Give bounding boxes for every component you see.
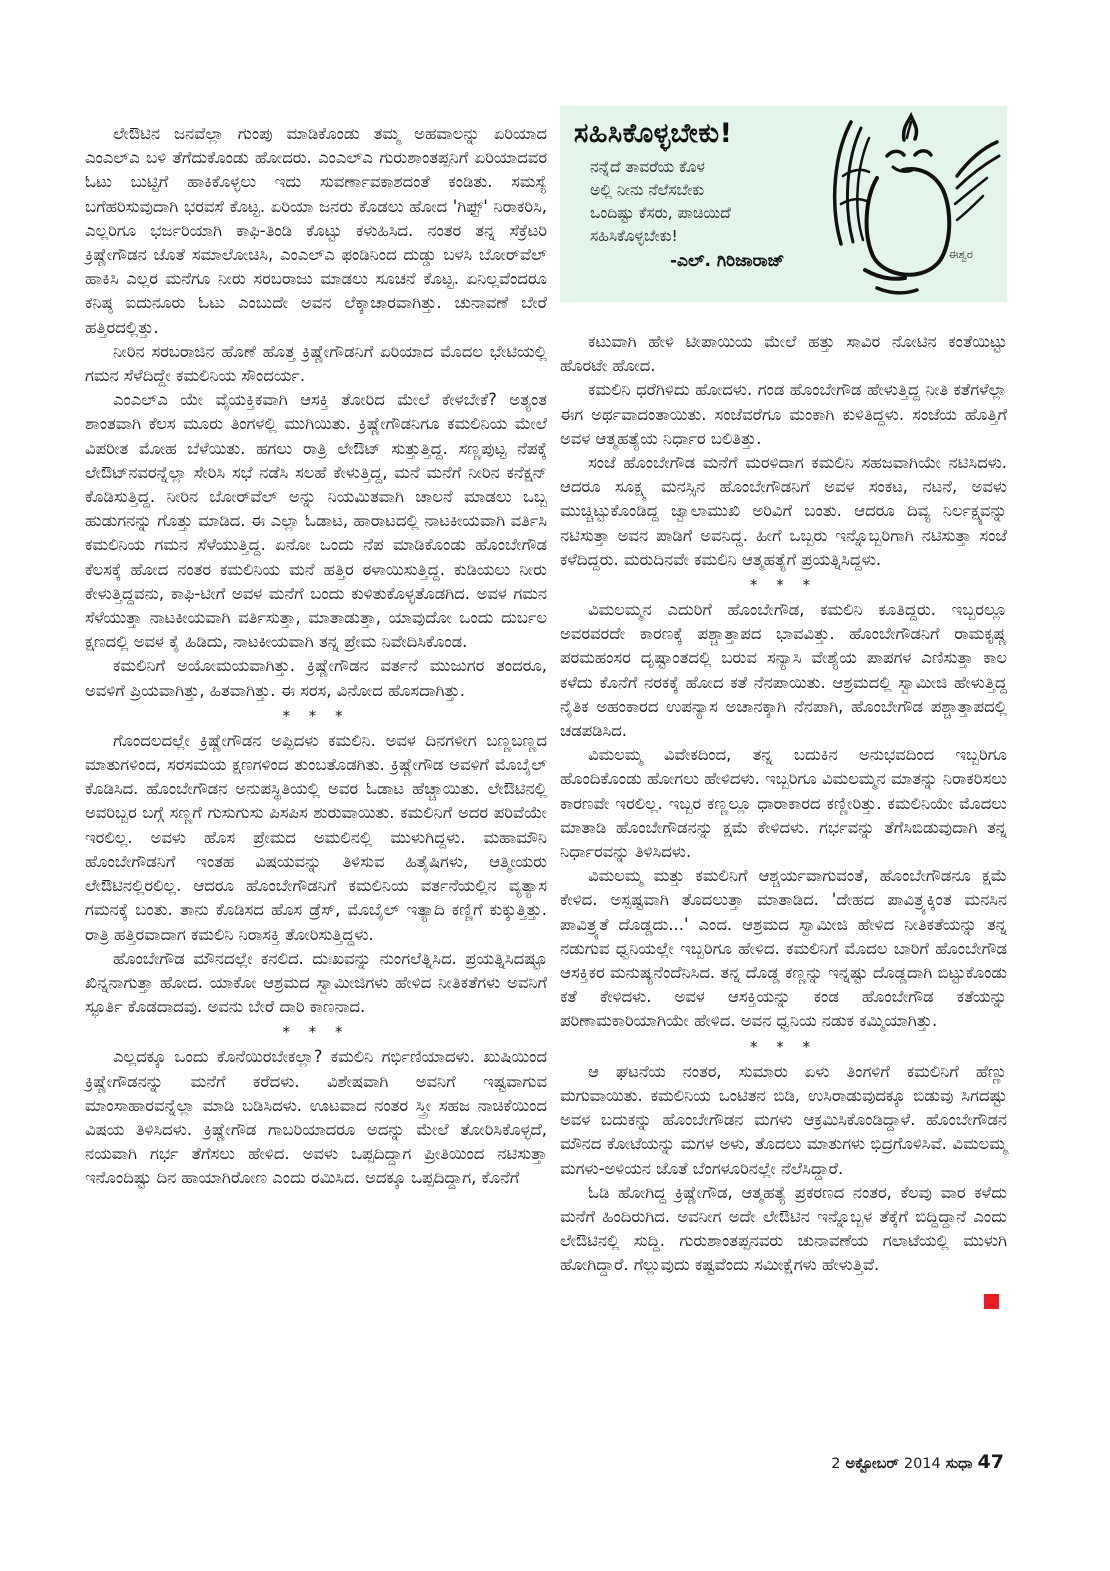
story-paragraph: ಕಟುವಾಗಿ ಹೇಳಿ ಟೀಪಾಯಿಯ ಮೇಲೆ ಹತ್ತು ಸಾವಿರ ನೋಟಿನ ಕಂತೆಯಿಟ್ಟು ಹೊರಟೇ ಹೋದ.: [560, 332, 1007, 376]
story-paragraph: ವಿಮಲಮ್ಮ ವಿವೇಕದಿಂದ, ತನ್ನ ಬದುಕಿನ ಅನುಭವದಿಂದ ಇಬ್ಬರಿಗೂ ಹೊಂದಿಕೊಂಡು ಹೋಗಲು ಹೇಳಿದಳು. ಇಬ್ಬರಿಗೂ ವಿಮಲಮ್ಮನ ಮಾತನ್ನು ನಿರಾಕರಿಸಲು ಕಾರಣವೇ ಇರಲಿಲ್ಲ. ಇಬ್ಬರ ಕಣ್ಣಲ್ಲೂ ಧಾರಾಕಾರದ ಕಣ್ಣೀರಿತ್ತು. ಕಮಲಿನಿಯೇ ಮೊದಲು ಮಾತಾಡಿ ಹೊಂಬೇಗೌಡನನ್ನು ಕ್ಷಮೆ ಕೇಳಿದಳು. ಗರ್ಭವನ್ನು ತೆಗೆಸಿಬಿಡುವುದಾಗಿ ತನ್ನ ನಿರ್ಧಾರವನ್ನು ತಿಳಿಸಿದಳು.: [560, 745, 1007, 862]
story-paragraph: ಕಮಲಿನಿ ಧರೆಗಿಳಿದು ಹೋದಳು. ಗಂಡ ಹೊಂಬೇಗೌಡ ಹೇಳುತ್ತಿದ್ದ ನೀತಿ ಕತೆಗಳೆಲ್ಲಾ ಈಗ ಅರ್ಥವಾದಂತಾಯಿತು. ಸಂಜೆವರೆಗೂ ಮಂಕಾಗಿ ಕುಳಿತಿದ್ದಳು. ಸಂಜೆಯ ಹೊತ್ತಿಗೆ ಅವಳ ಆತ್ಮಹತ್ಯೆಯ ನಿರ್ಧಾರ ಬಲಿತಿತ್ತು.: [560, 380, 1007, 448]
section-separator: * * *: [749, 576, 818, 595]
poem-line: ನನ್ನೆದೆ ತಾವರೆಯ ಕೊಳ: [590, 158, 705, 176]
story-paragraph: ಕಮಲಿನಿಗೆ ಅಯೋಮಯವಾಗಿತ್ತು. ಕ್ರಿಷ್ಣೇಗೌಡನ ವರ್ತನೆ ಮುಜುಗರ ತಂದರೂ, ಅವಳಿಗೆ ಪ್ರಿಯವಾಗಿತ್ತು, ಹಿತವಾಗಿತ್ತು. ಈ ಸರಸ, ವಿನೋದ ಹೊಸದಾಗಿತ್ತು.: [85, 656, 547, 700]
story-paragraph: ವಿಮಲಮ್ಮನ ಎದುರಿಗೆ ಹೊಂಬೇಗೌಡ, ಕಮಲಿನಿ ಕೂತಿದ್ದರು. ಇಬ್ಬರಲ್ಲೂ ಅವರವರದೇ ಕಾರಣಕ್ಕೆ ಪಶ್ಚಾತ್ತಾಪದ ಭಾವವಿತ್ತು. ಹೊಂಬೇಗೌಡನಿಗೆ ರಾಮಕೃಷ್ಣ ಪರಮಹಂಸರ ದೃಷ್ಟಾಂತದಲ್ಲಿ ಬರುವ ಸನ್ಯಾಸಿ ವೇಶ್ಯೆಯ ಪಾಪಗಳ ಎಣಿಸುತ್ತಾ ಕಾಲ ಕಳೆದು ಕೊನೆಗೆ ನರಕಕ್ಕೆ ಹೋದ ಕತೆ ನೆನಪಾಯಿತು. ಆಶ್ರಮದಲ್ಲಿ ಸ್ವಾಮೀಜಿ ಹೇಳುತ್ತಿದ್ದ ನೈತಿಕ ಅಹಂಕಾರದ ಉಪನ್ಯಾಸ ಅಚಾನಕ್ಕಾಗಿ ನೆನಪಾಗಿ, ಹೊಂಬೇಗೌಡ ಪಶ್ಚಾತ್ತಾಪದಲ್ಲಿ ಚಡಪಡಿಸಿದ.: [560, 600, 1007, 741]
story-paragraph: ಲೇಔಟಿನ ಜನವೆಲ್ಲಾ ಗುಂಪು ಮಾಡಿಕೊಂಡು ತಮ್ಮ ಅಹವಾಲನ್ನು ಏರಿಯಾದ ಎಂಎಲ್‌ಎ ಬಳಿ ತೆಗೆದುಕೊಂಡು ಹೋದರು. ಎಂಎಲ್‌ಎ ಗುರುಶಾಂತಪ್ಪನಿಗೆ ಏರಿಯಾದವರ ಓಟು ಬುಟ್ಟಿಗೆ ಹಾಕಿಕೊಳ್ಳಲು ಇದು ಸುವರ್ಣಾವಕಾಶದಂತೆ ಕಂಡಿತು. ಸಮಸ್ಯೆ ಬಗೆಹರಿಸುವುದಾಗಿ ಭರವಸೆ ಕೊಟ್ಟ. ಏರಿಯಾ ಜನರು ಕೊಡಲು ಹೋದ 'ಗಿಫ್ಟ್' ನಿರಾಕರಿಸಿ, ಎಲ್ಲರಿಗೂ ಭರ್ಜರಿಯಾಗಿ ಕಾಫಿ-ತಿಂಡಿ ಕೊಟ್ಟು ಕಳುಹಿಸಿದ. ನಂತರ ತನ್ನ ಸೆಕ್ರೆಟರಿ ಕ್ರಿಷ್ಣೇಗೌಡನ ಜೊತೆ ಸಮಾಲೋಚಿಸಿ, ಎಂಎಲ್‌ಎ ಫಂಡಿನಿಂದ ದುಡ್ಡು ಬಳಸಿ ಬೋರ್‌ವೆಲ್ ಹಾಕಿಸಿ ಎಲ್ಲರ ಮನೆಗೂ ನೀರು ಸರಬರಾಜು ಮಾಡಲು ಸೂಚನೆ ಕೊಟ್ಟ. ಏನಿಲ್ಲವೆಂದರೂ ಕನಿಷ್ಠ ಐದುನೂರು ಓಟು ಎಂಬುದೇ ಅವನ ಲೆಕ್ಕಾಚಾರವಾಗಿತ್ತು. ಚುನಾವಣೆ ಬೇರೆ ಹತ್ತಿರದಲ್ಲಿತ್ತು.: [85, 124, 547, 337]
story-paragraph: ಸಂಜೆ ಹೊಂಬೇಗೌಡ ಮನೆಗೆ ಮರಳಿದಾಗ ಕಮಲಿನಿ ಸಹಜವಾಗಿಯೇ ನಟಿಸಿದಳು. ಆದರೂ ಸೂಕ್ಷ್ಮ ಮನಸ್ಸಿನ ಹೊಂಬೇಗೌಡನಿಗೆ ಅವಳ ಸಂಕಟ, ನಟನೆ, ಅವಳು ಮುಚ್ಚಿಟ್ಟುಕೊಂಡಿದ್ದ ಜ್ವಾಲಾಮುಖಿ ಅರಿವಿಗೆ ಬಂತು. ಆದರೂ ದಿವ್ಯ ನಿರ್ಲಕ್ಷ್ಯವನ್ನು ನಟಿಸುತ್ತಾ ಅವನ ಪಾಡಿಗೆ ಅವನಿದ್ದ. ಹೀಗೆ ಒಬ್ಬರು ಇನ್ನೊಬ್ಬರಿಗಾಗಿ ನಟಿಸುತ್ತಾ ಸಂಜೆ ಕಳೆದಿದ್ದರು. ಮರುದಿನವೇ ಕಮಲಿನಿ ಆತ್ಮಹತ್ಯೆಗೆ ಪ್ರಯತ್ನಿಸಿದ್ದಳು.: [560, 453, 1007, 569]
left-column: [85, 122, 547, 1191]
right-column: [560, 106, 1007, 1309]
magazine-name: ಸುಧಾ: [945, 1456, 973, 1472]
story-paragraph: ಗೊಂದಲದಲ್ಲೇ ಕ್ರಿಷ್ಣೇಗೌಡನ ಅಪ್ಪಿದಳು ಕಮಲಿನಿ. ಅವಳ ದಿನಗಳೀಗ ಬಣ್ಣಬಣ್ಣದ ಮಾತುಗಳಿಂದ, ಸರಸಮಯ ಕ್ಷಣಗಳಿಂದ ತುಂಬತೊಡಗಿತು. ಕ್ರಿಷ್ಣೇಗೌಡ ಅವಳಿಗೆ ಮೊಬೈಲ್ ಕೊಡಿಸಿದ. ಹೊಂಬೇಗೌಡನ ಅನುಪಸ್ಥಿತಿಯಲ್ಲಿ ಅವರ ಓಡಾಟ ಹೆಚ್ಚಾಯಿತು. ಲೇಔಟಿನಲ್ಲಿ ಅವರಿಬ್ಬರ ಬಗ್ಗೆ ಸಣ್ಣಗೆ ಗುಸುಗುಸು ಪಿಸಪಿಸ ಶುರುವಾಯಿತು. ಕಮಲಿನಿಗೆ ಅದರ ಪರಿವೆಯೇ ಇರಲಿಲ್ಲ. ಅವಳು ಹೊಸ ಪ್ರೇಮದ ಅಮಲಿನಲ್ಲಿ ಮುಳುಗಿದ್ದಳು. ಮಹಾಮೌನಿ ಹೊಂಬೇಗೌಡನಿಗೆ ಇಂತಹ ವಿಷಯವನ್ನು ತಿಳಿಸುವ ಹಿತೈಷಿಗಳು, ಆತ್ಮೀಯರು ಲೇಔಟಿನಲ್ಲಿರಲಿಲ್ಲ. ಆದರೂ ಹೊಂಬೇಗೌಡನಿಗೆ ಕಮಲಿನಿಯ ವರ್ತನೆಯಲ್ಲಿನ ವ್ಯತ್ಯಾಸ ಗಮನಕ್ಕೆ ಬಂತು. ತಾನು ಕೊಡಿಸದ ಹೊಸ ಡ್ರೆಸ್, ಮೊಬೈಲ್ ಇತ್ಯಾದಿ ಕಣ್ಣಿಗೆ ಕುಕ್ಕುತ್ತಿತ್ತು. ರಾತ್ರಿ ಹತ್ತಿರವಾದಾಗ ಕಮಲಿನಿ ನಿರಾಸಕ್ತಿ ತೋರಿಸುತ್ತಿದ್ದಳು.: [85, 730, 547, 944]
section-separator: * * *: [749, 1037, 818, 1056]
face-sketch-illustration: [807, 112, 1003, 296]
page-footer: [826, 1451, 1004, 1473]
story-paragraph: ಹೊಂಬೇಗೌಡ ಮೌನದಲ್ಲೇ ಕನಲಿದ. ದುಃಖವನ್ನು ನುಂಗಲೆತ್ನಿಸಿದ. ಪ್ರಯತ್ನಿಸಿದಷ್ಟೂ ಖಿನ್ನನಾಗುತ್ತಾ ಹೋದ. ಯಾಕೋ ಆಶ್ರಮದ ಸ್ವಾಮೀಜಿಗಳು ಹೇಳಿದ ನೀತಿಕತೆಗಳು ಅವನಿಗೆ ಸ್ಫೂರ್ತಿ ಕೊಡದಾದವು. ಅವನು ಬೇರೆ ದಾರಿ ಕಾಣನಾದ.: [85, 948, 547, 1017]
story-paragraph: ವಿಮಲಮ್ಮ ಮತ್ತು ಕಮಲಿನಿಗೆ ಆಶ್ಚರ್ಯವಾಗುವಂತೆ, ಹೊಂಬೇಗೌಡನೂ ಕ್ಷಮೆ ಕೇಳಿದ. ಅಸ್ಪಷ್ಟವಾಗಿ ತೊದಲುತ್ತಾ ಮಾತಾಡಿದ. 'ದೇಹದ ಪಾವಿತ್ರ್ಯಕ್ಕಿಂತ ಮನಸಿನ ಪಾವಿತ್ರ್ಯತೆ ದೊಡ್ಡದು...' ಎಂದ. ಆಶ್ರಮದ ಸ್ವಾಮೀಜಿ ಹೇಳಿದ ನೀತಿಕತೆಯನ್ನು ತನ್ನ ನಡುಗುವ ಧ್ವನಿಯಲ್ಲೇ ಇಬ್ಬರಿಗೂ ಹೇಳಿದ. ಕಮಲಿನಿಗೆ ಮೊದಲ ಬಾರಿಗೆ ಹೊಂಬೇಗೌಡ ಆಸಕ್ತಿಕರ ಮನುಷ್ಯನೆಂದೆನಿಸಿದ. ತನ್ನ ದೊಡ್ಡ ಕಣ್ಣನ್ನು ಇನ್ನಷ್ಟು ದೊಡ್ಡದಾಗಿ ಬಿಟ್ಟುಕೊಂಡು ಕತೆ ಕೇಳಿದಳು. ಅವಳ ಆಸಕ್ತಿಯನ್ನು ಕಂಡ ಹೊಂಬೇಗೌಡ ಕತೆಯನ್ನು ಪರಿಣಾಮಕಾರಿಯಾಗಿಯೇ ಹೇಳಿದ. ಅವನ ಧ್ವನಿಯ ನಡುಕ ಕಮ್ಮಿಯಾಗಿತ್ತು.: [560, 866, 1007, 1031]
story-paragraph: ನೀರಿನ ಸರಬರಾಜಿನ ಹೊಣೆ ಹೊತ್ತ ಕ್ರಿಷ್ಣೇಗೌಡನಿಗೆ ಏರಿಯಾದ ಮೊದಲ ಭೇಟಿಯಲ್ಲಿ ಗಮನ ಸೆಳೆದಿದ್ದೇ ಕಮಲಿನಿಯ ಸೌಂದರ್ಯ.: [85, 341, 547, 386]
story-paragraph: ಎಲ್ಲದಕ್ಕೂ ಒಂದು ಕೊನೆಯಿರಬೇಕಲ್ಲಾ? ಕಮಲಿನಿ ಗರ್ಭಿಣಿಯಾದಳು. ಖುಷಿಯಿಂದ ಕ್ರಿಷ್ಣೇಗೌಡನನ್ನು ಮನೆಗೆ ಕರೆದಳು. ವಿಶೇಷವಾಗಿ ಅವನಿಗೆ ಇಷ್ಟವಾಗುವ ಮಾಂಸಾಹಾರವನ್ನೆಲ್ಲಾ ಮಾಡಿ ಬಡಿಸಿದಳು. ಊಟವಾದ ನಂತರ ಸ್ತ್ರೀ ಸಹಜ ನಾಚಿಕೆಯಿಂದ ವಿಷಯ ತಿಳಿಸಿದಳು. ಕ್ರಿಷ್ಣೇಗೌಡ ಗಾಬರಿಯಾದರೂ ಅದನ್ನು ಮೇಲೆ ತೋರಿಸಿಕೊಳ್ಳದೆ, ನಯವಾಗಿ ಗರ್ಭ ತೆಗೆಸಲು ಹೇಳಿದ. ಅವಳು ಒಪ್ಪದಿದ್ದಾಗ ಪ್ರೀತಿಯಿಂದ ನಟಿಸುತ್ತಾ ಇನೊಂದಿಷ್ಟು ದಿನ ಹಾಯಾಗಿರೋಣ ಎಂದು ರಮಿಸಿದ. ಅದಕ್ಕೂ ಒಪ್ಪದಿದ್ದಾಗ, ಕೊನೆಗೆ: [85, 1047, 547, 1188]
section-separator: * * *: [282, 706, 350, 725]
story-paragraph: ಆ ಘಟನೆಯ ನಂತರ, ಸುಮಾರು ಏಳು ತಿಂಗಳಿಗೆ ಕಮಲಿನಿಗೆ ಹೆಣ್ಣು ಮಗುವಾಯಿತು. ಕಮಲಿನಿಯ ಒಂಟಿತನ ಬಿಡಿ, ಉಸಿರಾಡುವುದಕ್ಕೂ ಬಿಡುವು ಸಿಗದಷ್ಟು ಅವಳ ಬದುಕನ್ನು ಹೊಂಬೇಗೌಡನ ಮಗಳು ಆಕ್ರಮಿಸಿಕೊಂಡಿದ್ದಾಳೆ. ಹೊಂಬೇಗೌಡನ ಮೌನದ ಕೋಟೆಯನ್ನು ಮಗಳ ಅಳು, ತೊದಲು ಮಾತುಗಳು ಭಿದ್ರಗೊಳಿಸಿವೆ. ವಿಮಲಮ್ಮ ಮಗಳು-ಅಳಿಯನ ಜೊತೆ ಬೆಂಗಳೂರಿನಲ್ಲೇ ನೆಲೆಸಿದ್ದಾರೆ.: [560, 1061, 1007, 1178]
footer-month: ಅಕ್ಟೋಬರ್: [845, 1456, 899, 1472]
poem-title: ಸಹಿಸಿಕೊಳ್ಳಬೇಕು!: [574, 118, 733, 149]
illustrator-signature: ಈಶ್ವರ: [948, 247, 973, 261]
poem-author: -ಎಲ್. ಗಿರಿಜಾರಾಜ್: [670, 251, 785, 271]
story-paragraph: ಓಡಿ ಹೋಗಿದ್ದ ಕ್ರಿಷ್ಣೇಗೌಡ, ಆತ್ಮಹತ್ಯೆ ಪ್ರಕರಣದ ನಂತರ, ಕೆಲವು ವಾರ ಕಳೆದು ಮನೆಗೆ ಹಿಂದಿರುಗಿದ. ಅವನೀಗ ಅದೇ ಲೇಔಟಿನ ಇನ್ನೊಬ್ಬಳ ತೆಕ್ಕೆಗೆ ಬಿದ್ದಿದ್ದಾನೆ ಎಂದು ಲೇಔಟಿನಲ್ಲಿ ಸುದ್ದಿ. ಗುರುಶಾಂತಪ್ಪನವರು ಚುನಾವಣೆಯ ಗಲಾಟೆಯಲ್ಲಿ ಮುಳುಗಿ ಹೋಗಿದ್ದಾರೆ. ಗೆಲ್ಲುವುದು ಕಷ್ಟವೆಂದು ಸಮೀಕ್ಷೆಗಳು ಹೇಳುತ್ತಿವೆ.: [560, 1182, 1007, 1275]
poem-line: ಅಲ್ಲಿ ನೀನು ನೆಲೆಸಬೇಕು: [590, 181, 705, 199]
poem-line: ಒಂದಿಷ್ಟು ಕೆಸರು, ಪಾಚಿಯಿದೆ: [590, 204, 731, 222]
footer-day: 2: [831, 1456, 841, 1472]
poem-line: ಸಹಿಸಿಕೊಳ್ಳಬೇಕು!: [590, 227, 678, 245]
section-separator: * * *: [282, 1023, 350, 1042]
footer-year: 2014: [903, 1456, 941, 1472]
story-paragraph: ಎಂಎಲ್‌ಎ ಯೇ ವೈಯಕ್ತಿಕವಾಗಿ ಆಸಕ್ತಿ ತೋರಿದ ಮೇಲೆ ಕೇಳಬೇಕೆ? ಅತ್ಯಂತ ಶಾಂತವಾಗಿ ಕೆಲಸ ಮೂರು ತಿಂಗಳಲ್ಲಿ ಮುಗಿಯಿತು. ಕ್ರಿಷ್ಣೇಗೌಡನಿಗೂ ಕಮಲಿನಿಯ ಮೇಲೆ ವಿಪರೀತ ಮೋಹ ಬೆಳೆಯಿತು. ಹಗಲು ರಾತ್ರಿ ಲೇಔಟ್ ಸುತ್ತುತ್ತಿದ್ದ. ಸಣ್ಣಪುಟ್ಟ ನೆಪಕ್ಕೆ ಲೇಔಟ್‌ನವರನ್ನೆಲ್ಲಾ ಸೇರಿಸಿ ಸಭೆ ನಡೆಸಿ ಸಲಹೆ ಕೇಳುತ್ತಿದ್ದ, ಮನೆ ಮನೆಗೆ ನೀರಿನ ಕನೆಕ್ಷನ್ ಕೊಡಿಸುತ್ತಿದ್ದ. ನೀರಿನ ಬೋರ್‌ವೆಲ್ ಅನ್ನು ನಿಯಮಿತವಾಗಿ ಚಾಲನೆ ಮಾಡಲು ಒಬ್ಬ ಹುಡುಗನನ್ನು ಗೊತ್ತು ಮಾಡಿದ. ಈ ಎಲ್ಲಾ ಓಡಾಟ, ಹಾರಾಟದಲ್ಲಿ ನಾಟಕೀಯವಾಗಿ ವರ್ತಿಸಿ ಕಮಲಿನಿಯ ಗಮನ ಸೆಳೆಯುತ್ತಿದ್ದ. ಏನೋ ಒಂದು ನೆಪ ಮಾಡಿಕೊಂಡು ಹೊಂಬೇಗೌಡ ಕೆಲಸಕ್ಕೆ ಹೋದ ನಂತರ ಕಮಲಿನಿಯ ಮನೆ ಹತ್ತಿರ ಠಳಾಯಿಸುತ್ತಿದ್ದ. ಕುಡಿಯಲು ನೀರು ಕೇಳುತ್ತಿದ್ದವನು, ಕಾಫಿ-ಟೀಗೆ ಅವಳ ಮನೆಗೆ ಬಂದು ಕುಳಿತುಕೊಳ್ಳತೊಡಗಿದ. ಅವಳ ಗಮನ ಸೆಳೆಯುತ್ತಾ ನಾಟಕೀಯವಾಗಿ ವರ್ತಿಸುತ್ತಾ, ಮಾತಾಡುತ್ತಾ, ಯಾವುದೋ ಒಂದು ದುರ್ಬಲ ಕ್ಷಣದಲ್ಲಿ ಅವಳ ಕೈ ಹಿಡಿದು, ನಾಟಕೀಯವಾಗಿ ತನ್ನ ಪ್ರೇಮ ನಿವೇದಿಸಿಕೊಂಡ.: [85, 390, 547, 652]
poem-box: [560, 106, 1007, 302]
page-number: 47: [977, 1451, 1004, 1473]
story-end-marker: [984, 1294, 999, 1309]
